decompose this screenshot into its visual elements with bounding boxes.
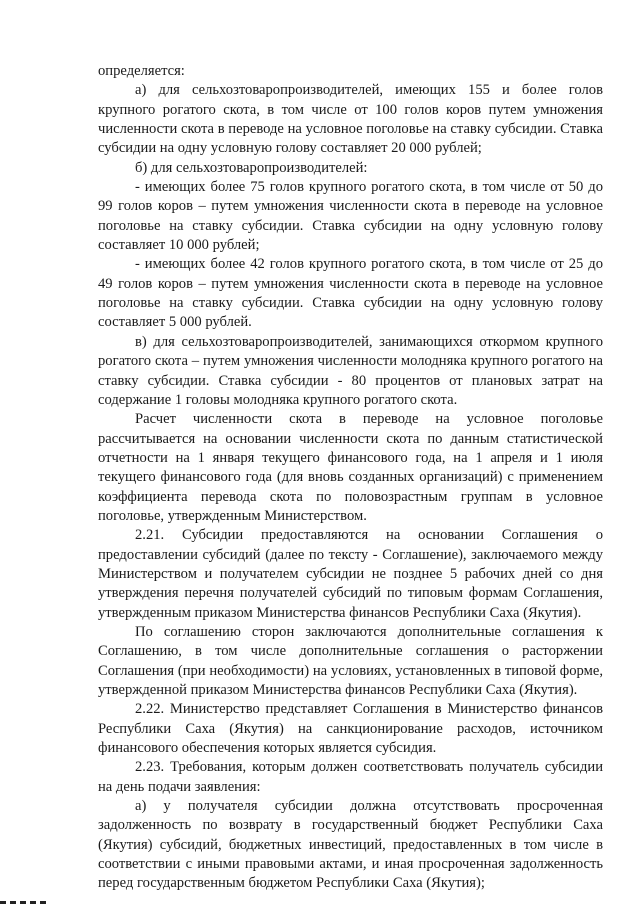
paragraph-intro: определяется: [98,63,185,79]
paragraph-item-a: а) для сельхозтоваропроизводителей, имеющих 155 и более голов крупного рогатого скота, в том числе от 100 голов коров путем умножения численности скота в переводе на условное поголовье на ставку субсидии. Ставка субсидии на одну условную голову составляет 20 000 рублей; [98,82,603,157]
paragraph-item-b: б) для сельхозтоваропроизводителей: [135,159,368,176]
paragraph-item-b-1: - имеющих более 75 голов крупного рогатого скота, в том числе от 50 до 99 голов коров – путем умножения численности скота в переводе на условное поголовье на ставку субсидии. Ставка субсидии на одну условную голову составляет 10 000 рублей; [98,179,603,254]
paragraph-additional-agreements: По соглашению сторон заключаются дополнительные соглашения к Соглашению, в том числе дополнительные соглашения о расторжении Соглашения (при необходимости) на условиях, установленных в типовой форме, утвержденной приказом Министерства финансов Республики Саха (Якутия). [98,623,603,698]
paragraph-2-23: 2.23. Требования, которым должен соответствовать получатель субсидии на день подачи заявления: [98,759,603,795]
paragraph-item-b-2: - имеющих более 42 голов крупного рогатого скота, в том числе от 25 до 49 голов коров – путем умножения численности скота в переводе на условное поголовье на ставку субсидии. Ставка субсидии на одну условную голову составляет 5 000 рублей. [98,256,603,331]
paragraph-2-23-a: а) у получателя субсидии должна отсутствовать просроченная задолженность по возврату в государственный бюджет Республики Саха (Якутия) субсидий, бюджетных инвестиций, предоставленных в том числе в соответствии с иными правовыми актами, и иная просроченная задолженность перед государственным бюджетом Республики Саха (Якутия); [98,798,603,892]
paragraph-calculation: Расчет численности скота в переводе на условное поголовье рассчитывается на основании численности скота по данным статистической отчетности на 1 января текущего финансового года, на 1 апреля и 1 июля текущего финансового года (для вновь созданных организаций) с применением коэффициента перевода скота по половозрастным группам в условное поголовье, утвержденным Министерством. [98,411,603,524]
document-body [98,62,603,894]
page-bottom-edge [0,899,640,905]
paragraph-2-22: 2.22. Министерство представляет Соглашения в Министерство финансов Республики Саха (Якутия) на санкционирование расходов, источником финансового обеспечения которых является субсидия. [98,701,603,757]
scan-artifact [0,901,48,904]
paragraph-2-21: 2.21. Субсидии предоставляются на основании Соглашения о предоставлении субсидий (далее по тексту - Соглашение), заключаемого между Министерством и получателем субсидии не позднее 5 рабочих дней со дня утверждения перечня получателей субсидий по типовым формам Соглашения, утвержденным приказом Министерства финансов Республики Саха (Якутия). [98,527,603,621]
paragraph-item-c: в) для сельхозтоваропроизводителей, занимающихся откормом крупного рогатого скота – путем умножения численности молодняка крупного рогатого на ставку субсидии. Ставка субсидии - 80 процентов от плановых затрат на содержание 1 головы молодняка крупного рогатого скота. [98,333,603,408]
